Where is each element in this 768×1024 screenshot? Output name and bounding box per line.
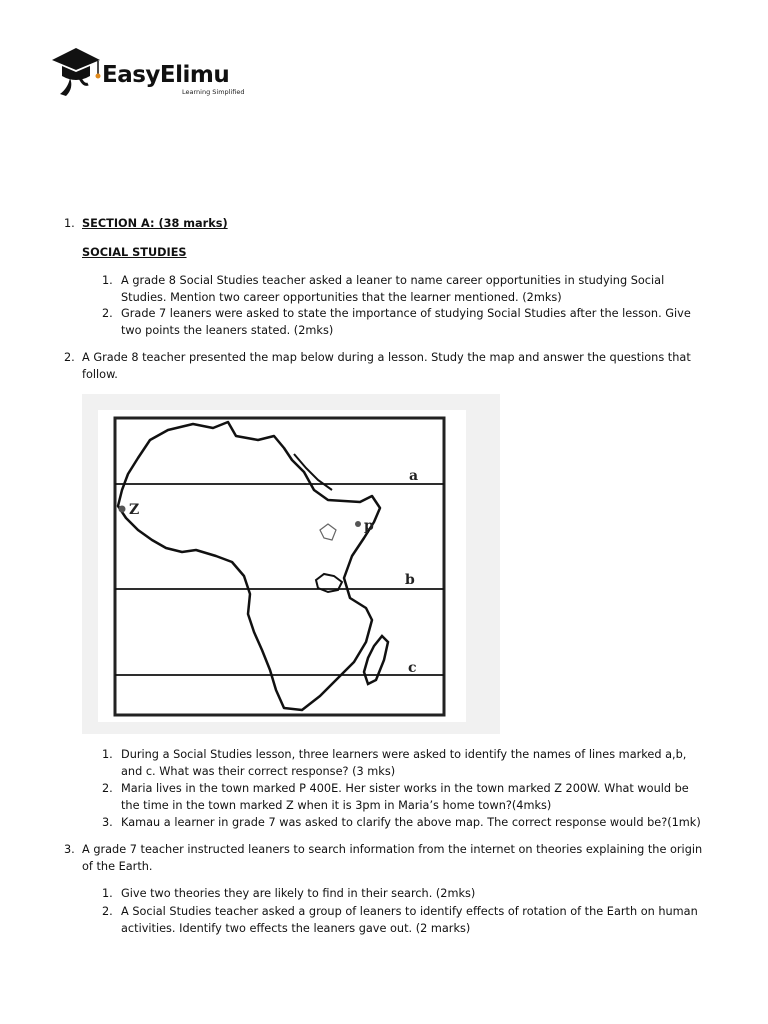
question-text-line: Studies. Mention two career opportunities that the learner mentioned. (2mks) — [121, 291, 562, 304]
list-number: 2. — [102, 782, 113, 795]
question-2 — [64, 349, 734, 383]
list-number: 1. — [102, 274, 113, 287]
question-text-line: two points the leaners stated. (2mks) — [121, 324, 334, 337]
section-heading: SECTION A: (38 marks) — [82, 217, 228, 230]
list-number: 1. — [102, 887, 113, 900]
question-text-line: A Grade 8 teacher presented the map below during a lesson. Study the map and answer the questions that — [82, 351, 691, 364]
question-text-line: During a Social Studies lesson, three learners were asked to identify the names of lines marked a,b, — [121, 748, 687, 761]
question-text-line: Maria lives in the town marked P 400E. Her sister works in the town marked Z 200W. What would be — [121, 782, 689, 795]
list-item — [102, 305, 722, 339]
town-z-marker — [119, 506, 126, 513]
list-number: 1. — [102, 748, 113, 761]
madagascar-outline — [364, 636, 388, 684]
list-item — [102, 746, 722, 780]
map-canvas — [98, 410, 466, 722]
list-number: 2. — [102, 905, 113, 918]
list-number: 1. — [64, 217, 75, 230]
africa-map-figure — [82, 394, 500, 734]
town-p-marker — [355, 521, 361, 527]
list-item — [102, 272, 722, 306]
subject-heading-row — [64, 244, 734, 261]
easyelimu-logo — [50, 44, 250, 100]
label-c: c — [408, 660, 417, 676]
label-b: b — [405, 572, 415, 588]
label-a: a — [409, 468, 419, 484]
africa-outline — [118, 422, 380, 710]
question-text-line: A Social Studies teacher asked a group of leaners to identify effects of rotation of the Earth on human — [121, 905, 698, 918]
graduation-cap-icon — [50, 44, 106, 100]
logo-tagline: Learning Simplified — [182, 88, 245, 96]
list-number: 2. — [64, 351, 75, 364]
list-number: 3. — [64, 843, 75, 856]
question-text-line: Kamau a learner in grade 7 was asked to clarify the above map. The correct response would be?(1mk) — [121, 816, 701, 829]
list-item — [102, 780, 722, 814]
list-number: 3. — [102, 816, 113, 829]
label-p: p — [364, 518, 374, 534]
question-text-line: A grade 7 teacher instructed leaners to search information from the internet on theories explaining the origin — [82, 843, 703, 856]
logo-brand: EasyElimu — [102, 62, 230, 88]
question-text-line: follow. — [82, 368, 118, 381]
question-3 — [64, 841, 734, 875]
africa-map-svg — [98, 410, 466, 722]
question-text-line: and c. What was their correct response? (3 mks) — [121, 765, 396, 778]
subject-heading: SOCIAL STUDIES — [82, 246, 187, 259]
list-number: 2. — [102, 307, 113, 320]
section-a — [64, 215, 734, 232]
question-text-line: A grade 8 Social Studies teacher asked a leaner to name career opportunities in studying Social — [121, 274, 665, 287]
question-text-line: the time in the town marked Z when it is 3pm in Maria’s home town?(4mks) — [121, 799, 552, 812]
question-text-line: Grade 7 leaners were asked to state the importance of studying Social Studies after the lesson. Give — [121, 307, 691, 320]
list-item — [102, 814, 722, 831]
label-z: Z — [129, 502, 140, 518]
list-item — [102, 885, 722, 902]
question-text-line: activities. Identify two effects the leaners gave out. (2 marks) — [121, 922, 471, 935]
list-item — [102, 903, 722, 937]
question-text-line: Give two theories they are likely to find in their search. (2mks) — [121, 887, 476, 900]
question-text-line: of the Earth. — [82, 860, 153, 873]
